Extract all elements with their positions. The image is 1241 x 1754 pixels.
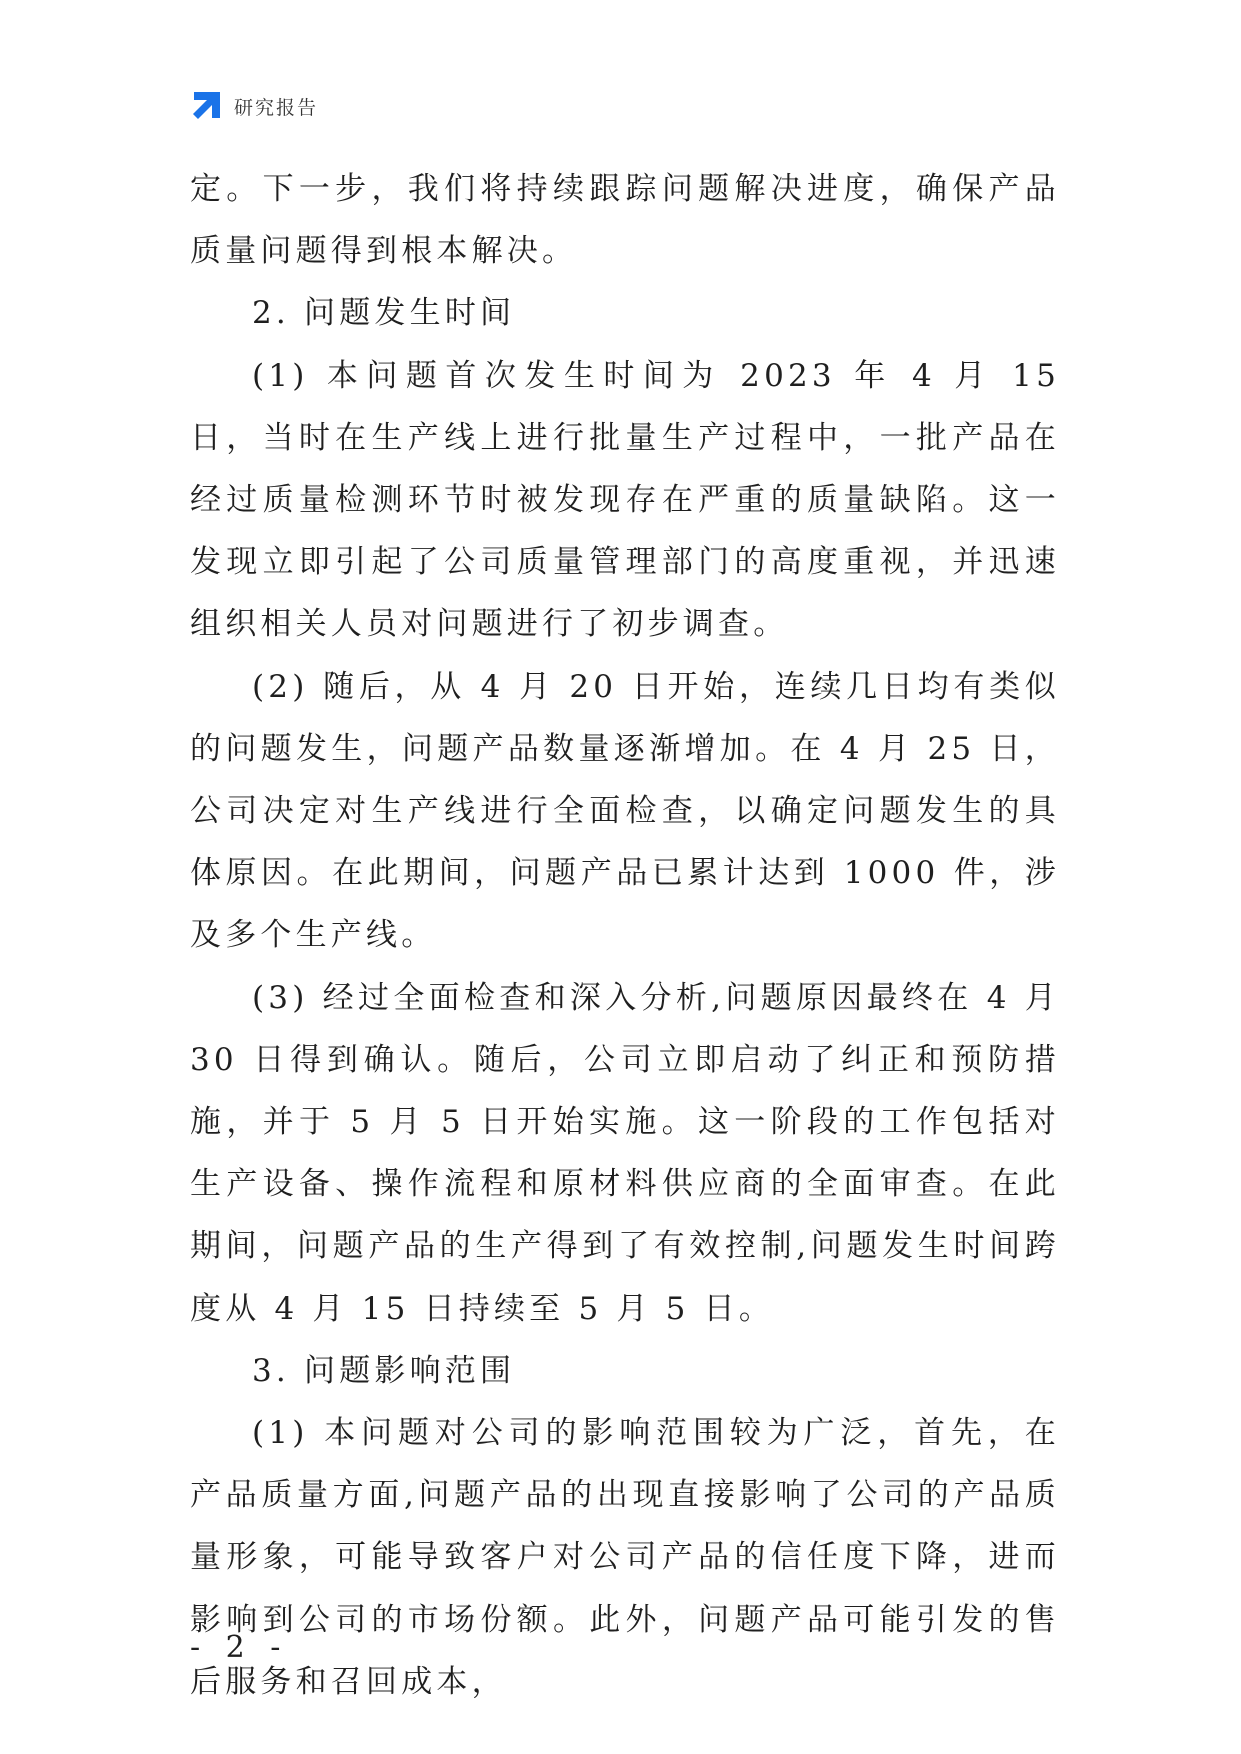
header-title: 研究报告 xyxy=(234,96,319,119)
page-number: - 2 - xyxy=(190,1630,289,1665)
paragraph-item-3: (3) 经过全面检查和深入分析,问题原因最终在 4 月 30 日得到确认。随后，公司立即启动了纠正和预防措施，并于 5 月 5 日开始实施。这一阶段的工作包括对生产设备、操作流程和原材料供应商的全面审查。在此期间，问题产品的生产得到了有效控制,问题发生时间跨度从 4 月 15 日持续至 5 月 5 日。 xyxy=(190,979,1060,1327)
paragraph-continuation: 定。下一步，我们将持续跟踪问题解决进度，确保产品质量问题得到根本解决。 xyxy=(190,171,1060,270)
paragraph-item-1: (1) 本问题首次发生时间为 2023 年 4 月 15 日，当时在生产线上进行批量生产过程中，一批产品在经过质量检测环节时被发现存在严重的质量缺陷。这一发现立即引起了公司质量管理部门的高度重视，并迅速组织相关人员对问题进行了初步调查。 xyxy=(190,357,1060,643)
arrow-logo-icon xyxy=(190,90,222,122)
report-header xyxy=(190,88,318,124)
section-heading-3: 3. 问题影响范围 xyxy=(252,1352,516,1389)
paragraph-impact-1: (1) 本问题对公司的影响范围较为广泛，首先，在产品质量方面,问题产品的出现直接影响了公司的产品质量形象，可能导致客户对公司产品的信任度下降，进而影响到公司的市场份额。此外，问题产品可能引发的售后服务和召回成本， xyxy=(190,1415,1060,1700)
document-body xyxy=(190,158,1060,1713)
section-heading-2: 2. 问题发生时间 xyxy=(252,295,516,332)
paragraph-item-2: (2) 随后，从 4 月 20 日开始，连续几日均有类似的问题发生，问题产品数量逐渐增加。在 4 月 25 日，公司决定对生产线进行全面检查，以确定问题发生的具体原因。在此期间，问题产品已累计达到 1000 件，涉及多个生产线。 xyxy=(190,668,1060,954)
